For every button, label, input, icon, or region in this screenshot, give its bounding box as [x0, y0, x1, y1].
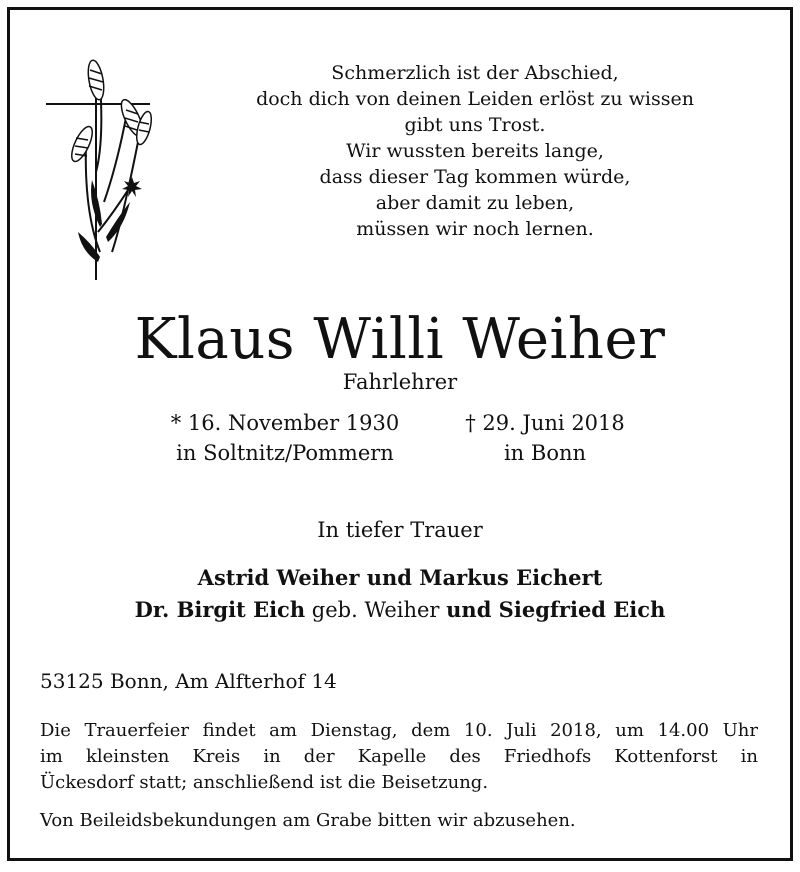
poem-line: Schmerzlich ist der Abschied,	[331, 62, 619, 84]
death-info	[440, 408, 650, 468]
mourner-name: Dr. Birgit Eich	[134, 597, 306, 622]
mourners-line-1: Astrid Weiher und Markus Eichert	[197, 565, 603, 590]
cross-with-wheat-and-cornflower-icon	[38, 52, 158, 282]
poem-line: Wir wussten bereits lange,	[346, 140, 604, 162]
mourners	[0, 562, 800, 626]
funeral-notice	[40, 718, 758, 796]
death-place: in Bonn	[503, 441, 587, 465]
death-date: † 29. Juni 2018	[465, 411, 625, 435]
address: 53125 Bonn, Am Alfterhof 14	[40, 669, 337, 693]
mourner-partner: und Siegfried Eich	[446, 597, 666, 622]
condolence-note: Von Beileidsbekundungen am Grabe bitten wir abzusehen.	[40, 810, 576, 831]
poem	[170, 60, 780, 242]
funeral-notice-line: Die Trauerfeier findet am Dienstag, dem 10. Juli 2018, um 14.00 Uhr	[40, 720, 758, 741]
poem-line: dass dieser Tag kommen würde,	[319, 166, 631, 188]
poem-line: müssen wir noch lernen.	[356, 218, 594, 240]
mourning-intro: In tiefer Trauer	[317, 518, 483, 542]
funeral-notice-line: im kleinsten Kreis in der Kapelle des Friedhofs Kottenforst in	[40, 746, 758, 767]
deceased-name: Klaus Willi Weiher	[134, 307, 666, 372]
maiden-name-note: geb. Weiher	[305, 598, 447, 622]
birth-info	[150, 408, 420, 468]
poem-line: doch dich von deinen Leiden erlöst zu wissen	[256, 88, 694, 110]
birth-place: in Soltnitz/Pommern	[176, 441, 394, 465]
birth-date: * 16. November 1930	[170, 411, 400, 435]
deceased-occupation: Fahrlehrer	[342, 370, 458, 394]
poem-line: gibt uns Trost.	[404, 114, 546, 136]
poem-line: aber damit zu leben,	[375, 192, 575, 214]
funeral-notice-line: Ückesdorf statt; anschließend ist die Beisetzung.	[40, 772, 489, 793]
mourners-line-2	[0, 594, 800, 626]
